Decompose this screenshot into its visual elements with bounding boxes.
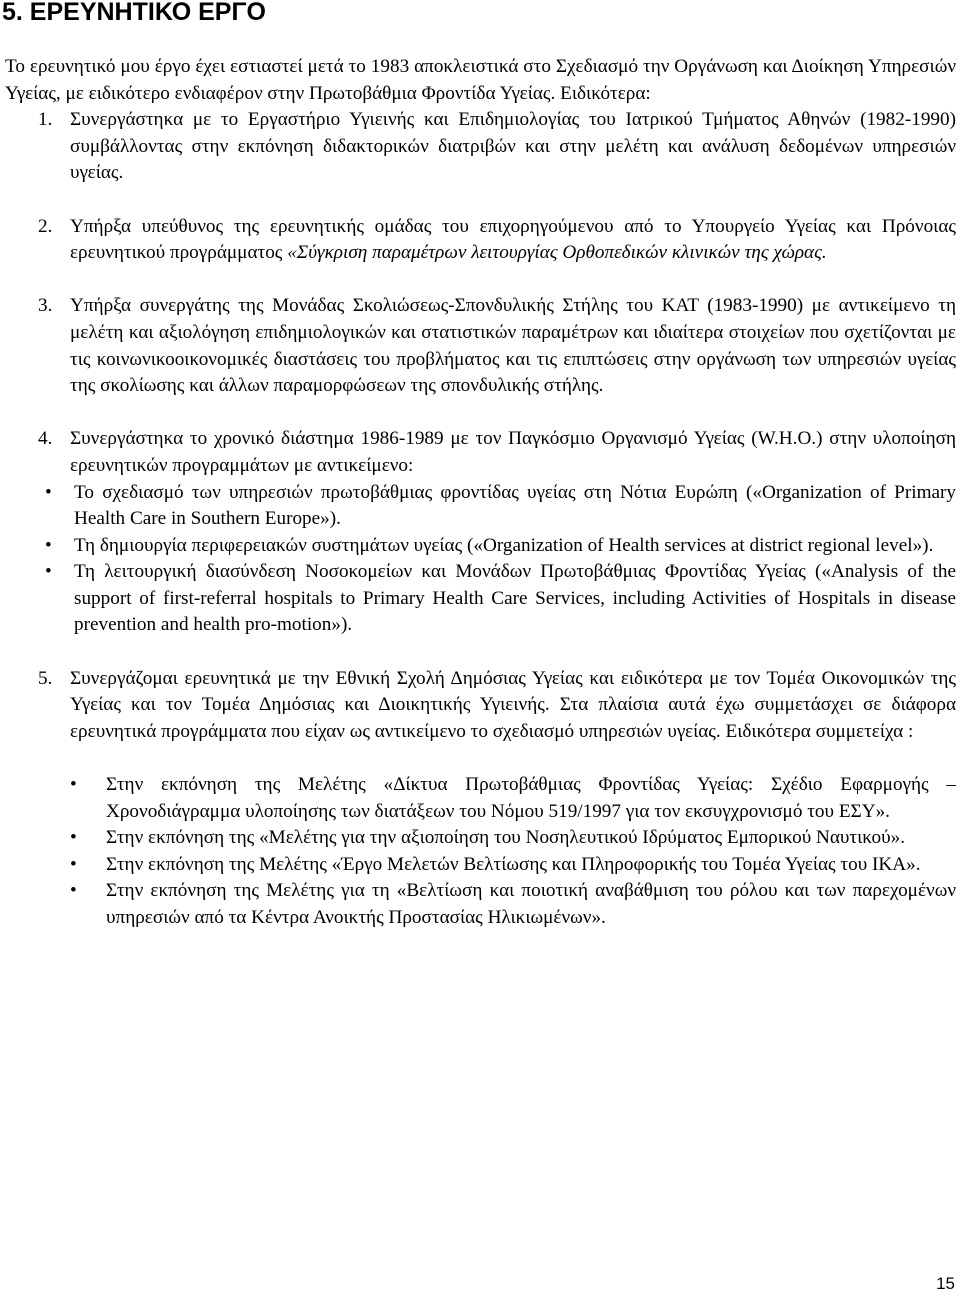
list-item-text: Τη λειτουργική διασύνδεση Νοσοκομείων και Μονάδων Πρωτοβάθμιας Φροντίδας Υγείας («Analysis of the support of first-referral hospitals to Primary Health Care Services, including Activities of Hospitals in disease prevention and health pro-motion»). xyxy=(74,561,956,636)
item-number: 4. xyxy=(38,428,53,450)
item-number: 3. xyxy=(38,295,53,317)
list-item xyxy=(5,772,956,825)
numbered-item-4 xyxy=(5,426,956,639)
item-5-lead xyxy=(5,666,956,746)
document-body xyxy=(5,54,956,932)
list-item-text: Στην εκπόνηση της Μελέτης «Έργο Μελετών Βελτίωσης και Πληροφορικής του Τομέα Υγείας του ΙΚΑ». xyxy=(106,853,921,875)
item-number: 2. xyxy=(38,215,53,237)
who-programs-list xyxy=(0,480,956,640)
item-italic-title: «Σύγκριση παραμέτρων λειτουργίας Ορθοπεδικών κλινικών της χώρας. xyxy=(287,242,827,264)
numbered-item-3 xyxy=(5,293,956,399)
list-item xyxy=(5,533,956,560)
item-text: Συνεργάστηκα με το Εργαστήριο Υγιεινής και Επιδημιολογίας του Ιατρικού Τμήματος Αθηνών (1982-1990) συμβάλλοντας στην εκπόνηση διδακτορικών διατριβών και στην μελέτη και ανάλυση δεδομένων υπηρεσιών υγείας. xyxy=(70,109,956,184)
bullet-icon: • xyxy=(70,774,77,796)
item-4-lead xyxy=(5,426,956,479)
numbered-item-1 xyxy=(5,107,956,187)
numbered-item-5 xyxy=(5,666,956,932)
list-item xyxy=(5,480,956,533)
item-text: Συνεργάζομαι ερευνητικά με την Εθνική Σχολή Δημόσιας Υγείας και ειδικότερα με τον Τομέα Οικονομικών της Υγείας και τον Τομέα Δημόσιας και Διοικητικής Υγιεινής. Στα πλαίσια αυτά έχω συμμετάσχει σε διάφορα ερευνητικά προγράμματα που είχαν ως αντικείμενο το σχεδιασμό υπηρεσιών υγείας. Ειδικότερα συμμετείχα : xyxy=(70,667,956,742)
bullet-icon: • xyxy=(45,481,52,503)
item-text: Υπήρξα υπεύθυνος της ερευνητικής ομάδας του επιχορηγούμενου από το Υπουργείο Υγείας και Πρόνοιας ερευνητικού προγράμματος xyxy=(70,215,956,264)
list-item xyxy=(5,559,956,639)
bullet-icon: • xyxy=(70,880,77,902)
section-heading: 5. ΕΡΕΥΝΗΤΙΚΟ ΕΡΓΟ xyxy=(2,0,266,26)
item-text: Υπήρξα συνεργάτης της Μονάδας Σκολιώσεως-Σπονδυλικής Στήλης του ΚΑΤ (1983-1990) με αντικείμενο τη μελέτη και αξιολόγηση επιδημιολογικών και στατιστικών παραμέτρων και ιδιαίτερα στοιχείων που σχετίζονται με τις κοινωνικοοικονομικές διαστάσεις του προβλήματος και τις επιπτώσεις στην οργάνωση των υπηρεσιών υγείας της σκολίωσης και άλλων παραμορφώσεων της σπονδυλικής στήλης. xyxy=(70,295,956,397)
esdy-studies-list xyxy=(5,772,956,932)
bullet-icon: • xyxy=(70,853,77,875)
list-item-text: Στην εκπόνηση της Μελέτης «Δίκτυα Πρωτοβάθμιας Φροντίδας Υγείας: Σχέδιο Εφαρμογής – Χρονοδιάγραμμα υλοποίησης των διατάξεων του Νόμου 519/1997 για τον εκσυγχρονισμό του ΕΣΥ». xyxy=(106,774,956,822)
list-item xyxy=(5,825,956,852)
bullet-icon: • xyxy=(45,561,52,583)
list-item-text: Στην εκπόνηση της «Μελέτης για την αξιοποίηση του Νοσηλευτικού Ιδρύματος Εμπορικού Ναυτικού». xyxy=(106,827,906,849)
numbered-item-2 xyxy=(5,214,956,267)
bullet-icon: • xyxy=(70,827,77,849)
list-item xyxy=(5,852,956,879)
item-text: Συνεργάστηκα το χρονικό διάστημα 1986-1989 με τον Παγκόσμιο Οργανισμό Υγείας (W.H.O.) στην υλοποίηση ερευνητικών προγραμμάτων με αντικείμενο: xyxy=(70,428,956,476)
item-number: 1. xyxy=(38,109,53,131)
list-item-text: Τη δημιουργία περιφερειακών συστημάτων υγείας («Organization of Health services at district regional level»). xyxy=(74,534,934,556)
item-number: 5. xyxy=(38,667,53,689)
intro-paragraph: Το ερευνητικό μου έργο έχει εστιαστεί μετά το 1983 αποκλειστικά στο Σχεδιασμό την Οργάνωση και Διοίκηση Υπηρεσιών Υγείας, με ειδικότερο ενδιαφέρον στην Πρωτοβάθμια Φροντίδα Υγείας. Ειδικότερα: xyxy=(5,56,956,104)
page-number: 15 xyxy=(936,1274,955,1293)
list-item xyxy=(5,878,956,931)
bullet-icon: • xyxy=(45,534,52,556)
list-item-text: Το σχεδιασμό των υπηρεσιών πρωτοβάθμιας φροντίδας υγείας στη Νότια Ευρώπη («Organization of Primary Health Care in Southern Europe»). xyxy=(74,481,956,530)
list-item-text: Στην εκπόνηση της Μελέτης για τη «Βελτίωση και ποιοτική αναβάθμιση του ρόλου και των παρεχομένων υπηρεσιών από τα Κέντρα Ανοικτής Προστασίας Ηλικιωμένων». xyxy=(106,880,956,928)
